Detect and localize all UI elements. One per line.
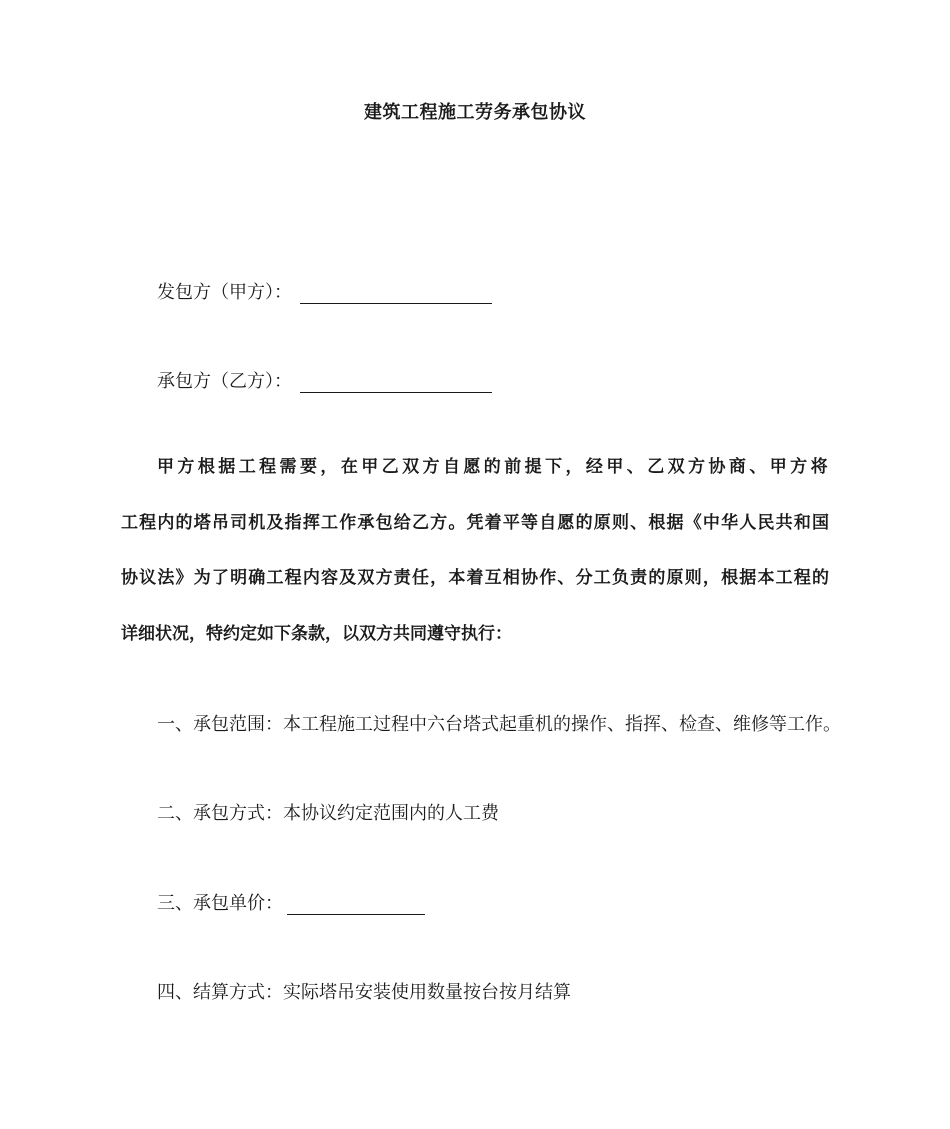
party-a-blank [300, 285, 492, 304]
party-a-line [157, 278, 492, 304]
document-title: 建筑工程施工劳务承包协议 [364, 102, 586, 123]
clause-scope: 一、承包范围：本工程施工过程中六台塔式起重机的操作、指挥、检查、维修等工作。 [157, 714, 841, 735]
intro-line: 协议法》为了明确工程内容及双方责任，本着互相协作、分工负责的原则，根据本工程的 [121, 568, 829, 588]
party-b-label: 承包方（乙方）： [157, 371, 292, 392]
clause-unit-price [157, 889, 425, 915]
party-b-line [157, 367, 492, 393]
party-b-blank [300, 374, 492, 393]
unit-price-blank [287, 896, 425, 915]
intro-line: 甲方根据工程需要，在甲乙双方自愿的前提下，经甲、乙双方协商、甲方将 [157, 457, 829, 477]
clause-settlement: 四、结算方式：实际塔吊安装使用数量按台按月结算 [157, 982, 571, 1003]
clause-method: 二、承包方式：本协议约定范围内的人工费 [157, 803, 499, 824]
intro-line: 工程内的塔吊司机及指挥工作承包给乙方。凭着平等自愿的原则、根据《中华人民共和国 [121, 513, 829, 533]
party-a-label: 发包方（甲方）： [157, 282, 292, 303]
intro-line: 详细状况，特约定如下条款，以双方共同遵守执行： [121, 624, 512, 644]
clause-unit-price-label: 三、承包单价： [157, 893, 283, 914]
